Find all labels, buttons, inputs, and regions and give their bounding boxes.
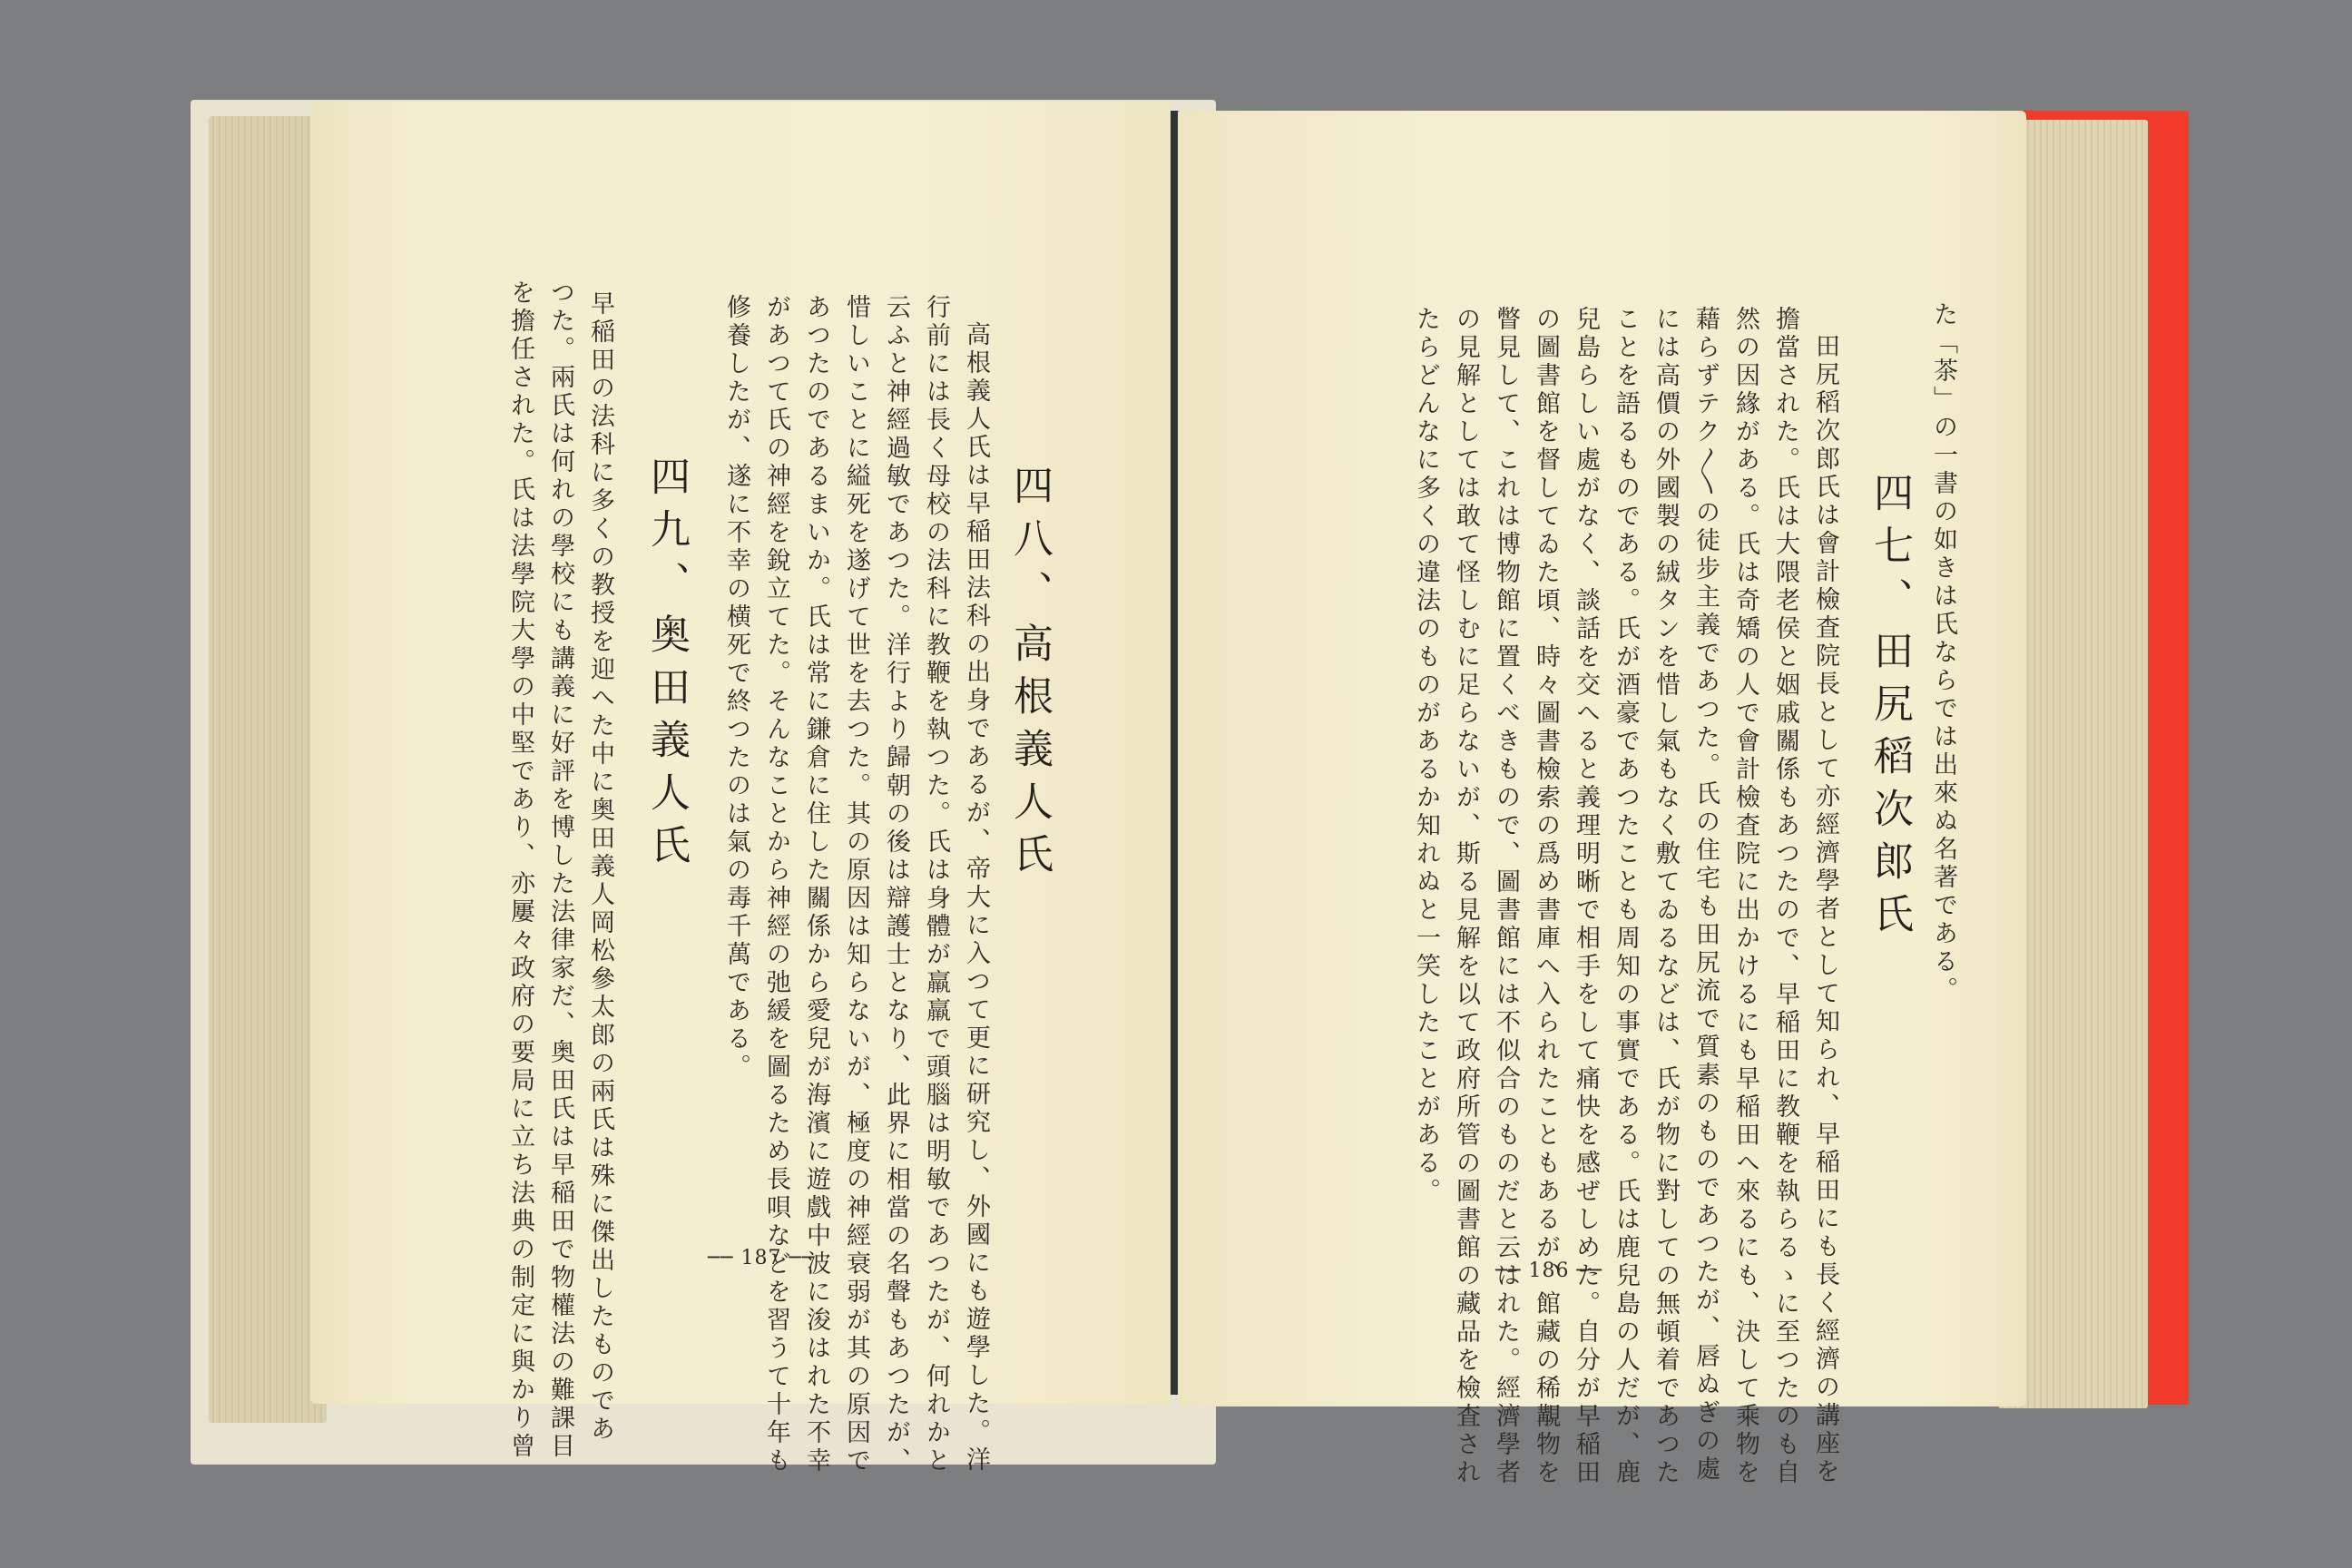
section-47-line-6: ことを語るものである。氏が酒豪であつたことも周知の事實である。氏は鹿兒島の人だが、鹿: [1612, 306, 1640, 1487]
section-47-line-2: 擔當された。氏は大隈老侯と姻戚關係もあつたので、早稲田に教鞭を執らるゝに至つたのも自: [1771, 306, 1799, 1487]
section-48-line-7: 修養したが、遂に不幸の横死で終つたのは氣の毒千萬である。: [722, 294, 750, 1082]
right-page: [1178, 111, 2026, 1487]
section-48-line-5: あつたのであるまいか。氏は常に鎌倉に住した關係から愛兒が海濱に遊戲中波に浚はれた不幸: [802, 294, 830, 1475]
section-47-heading: 四七、田尻稻次郎氏: [1867, 472, 1913, 946]
section-48-line-6: があつて氏の神經を銳立てた。そんなことから神經の弛緩を圖るため長唄などを習うて十年も: [762, 294, 790, 1475]
section-48-line-3: 云ふと神經過敏であつた。洋行より歸朝の後は辯護士となり、此界に相當の名聲もあつたが、: [882, 294, 910, 1475]
page-number-187: ── 187 ──: [708, 1247, 815, 1269]
section-47-line-3: 然の因緣がある。氏は奇矯の人で會計檢査院に出かけるにも早稲田へ來るにも、決して乘物を: [1731, 306, 1759, 1487]
section-49-line-3: を擔任された。氏は法學院大學の中堅であり、亦屢々政府の要局に立ち法典の制定に與かり曾: [506, 279, 534, 1461]
section-48-heading: 四八、高根義人氏: [1006, 465, 1053, 886]
section-47-line-4: 藉らずテク〳〵の徒步主義であつた。氏の住宅も田尻流で質素のものであつたが、唇ぬぎの處: [1691, 306, 1720, 1484]
section-47-line-5: には高價の外國製の絨タンを惜し氣もなく敷てゐるなどは、氏が物に對しての無頓着であつた: [1651, 306, 1680, 1487]
section-47-line-1: 田尻稻次郎氏は會計檢査院長として亦經濟學者として知られ、早稲田にも長く經濟の講座を: [1811, 333, 1839, 1486]
section-47-line-8: の圖書館を督してゐた頃、時々圖書檢索の爲め書庫へ入られたこともあるが、館藏の稀覯物を: [1532, 306, 1560, 1487]
section-47-line-7: 兒島らしい處がなく、談話を交へると義理明晰で相手をして痛快を感ぜしめた。自分が早稲田: [1572, 306, 1600, 1487]
left-page: [310, 102, 1171, 1475]
section-48-line-4: 惜しいことに縊死を遂げて世を去つた。其の原因は知らないが、極度の神經衰弱が其の原因で: [842, 294, 870, 1475]
section-47-line-11: たらどんなに多くの違法のものがあるか知れぬと一笑したことがある。: [1412, 306, 1440, 1206]
section-48-line-1: 高根義人氏は早稲田法科の出身であるが、帝大に入つて更に研究し、外國にも遊學した。洋: [962, 321, 990, 1475]
page-number-186: ── 186 ──: [1495, 1259, 1602, 1282]
section-47-line-10: の見解としては敢て怪しむに足らないが、斯る見解を以て政府所管の圖書館の藏品を檢査され: [1452, 306, 1480, 1487]
section-48-line-2: 行前には長く母校の法科に教鞭を執つた。氏は身體が羸羸で頭腦は明敏であつたが、何れかと: [922, 294, 950, 1475]
left-page-edges: [209, 116, 327, 1423]
section-47-line-9: 瞥見して、これは博物館に置くべきもので、圖書館には不似合のものだと云はれた。經濟學者: [1492, 306, 1520, 1487]
section-49-heading: 四九、奥田義人氏: [643, 456, 690, 877]
section-49-line-2: つた。兩氏は何れの學校にも講義に好評を博した法律家だ、奥田氏は早稲田で物權法の難課目: [546, 279, 574, 1461]
section-49-line-1: 早稲田の法科に多くの教授を迎へた中に奥田義人岡松參太郎の兩氏は殊に傑出したものであ: [586, 290, 614, 1444]
carryover-line: た「茶」の一書の如きは氏ならでは出來ぬ名著である。: [1929, 301, 1957, 1004]
open-book: [192, 98, 2169, 1487]
